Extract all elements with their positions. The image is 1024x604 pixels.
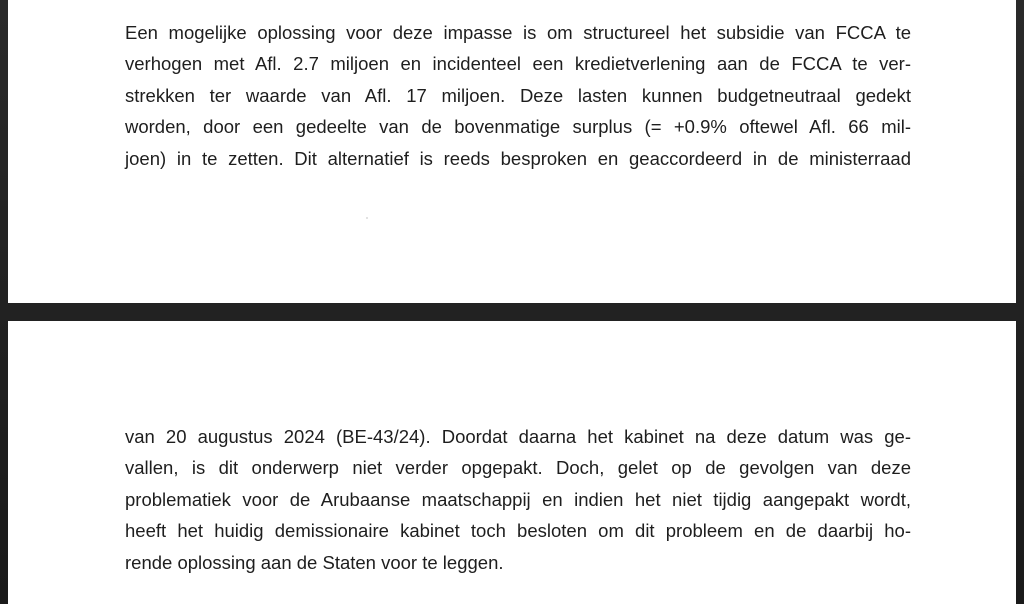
- text-line: problematiek voor de Arubaanse maatschappij en indien het niet tijdig aangepakt wordt,: [125, 488, 911, 510]
- text-line: strekken ter waarde van Afl. 17 miljoen. Deze lasten kunnen budgetneutraal gedekt: [125, 84, 911, 106]
- text-line: van 20 augustus 2024 (BE-43/24). Doordat daarna het kabinet na deze datum was ge-: [125, 426, 911, 447]
- text-line: heeft het huidig demissionaire kabinet toch besloten om dit probleem en de daarbij ho-: [125, 520, 911, 542]
- text-line: worden, door een gedeelte van de bovenmatige surplus (= +0.9% oftewel Afl. 66 mil-: [125, 116, 911, 138]
- text-line: rende oplossing aan de Staten voor te leggen.: [125, 551, 504, 573]
- scan-speck: [366, 217, 368, 219]
- document-page-1: [8, 0, 1016, 303]
- paragraph: [125, 17, 911, 174]
- text-line: vallen, is dit onderwerp niet verder opgepakt. Doch, gelet op de gevolgen van deze: [125, 457, 911, 479]
- text-line: verhogen met Afl. 2.7 miljoen en incidenteel een kredietverlening aan de FCCA te ver-: [125, 53, 911, 75]
- paragraph: [125, 421, 911, 578]
- text-line: Een mogelijke oplossing voor deze impasse is om structureel het subsidie van FCCA te: [125, 22, 911, 43]
- text-line: joen) in te zetten. Dit alternatief is reeds besproken en geaccordeerd in de ministerraad: [125, 147, 911, 169]
- document-page-2: [8, 321, 1016, 604]
